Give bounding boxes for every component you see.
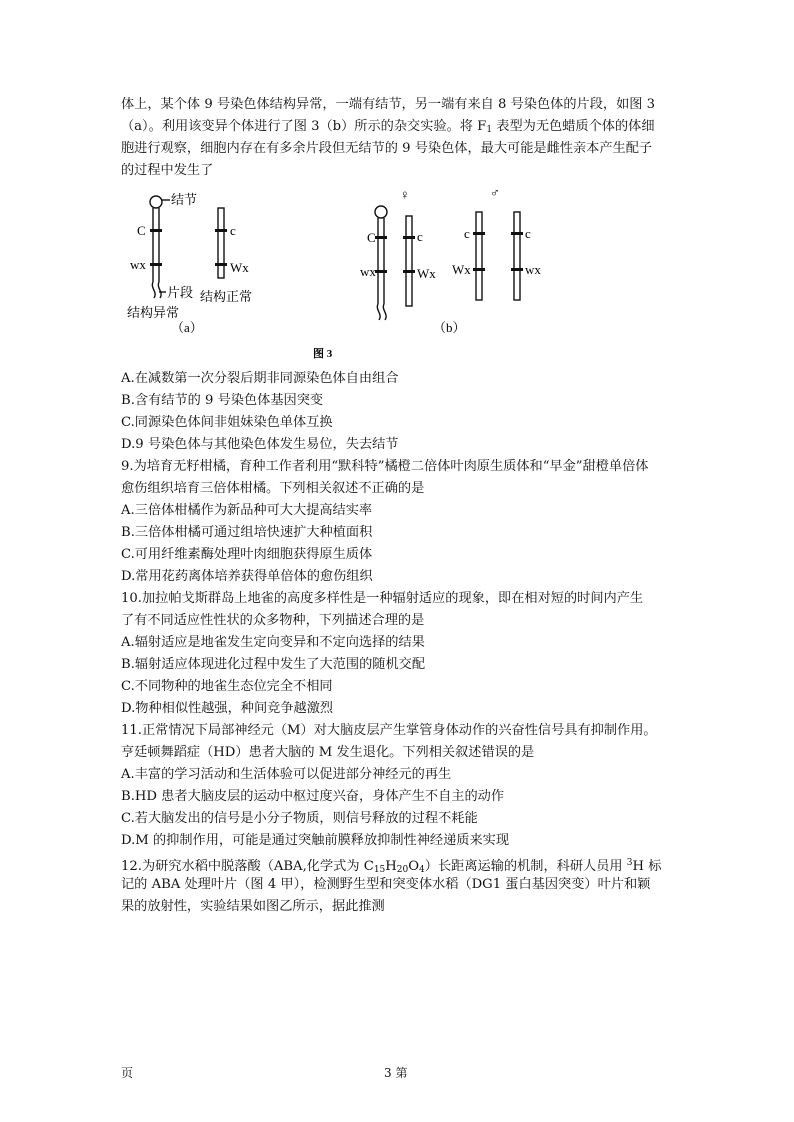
intro-line-2a: （a）。利用该变异个体进行了图 3（b）所示的杂交实验。将 F — [121, 119, 487, 134]
q9-option-c: C.可用纤维素酶处理叶肉细胞获得原生质体 — [121, 547, 373, 562]
band-c-male-1 — [473, 232, 485, 235]
q10-option-b: B.辐射适应体现进化过程中发生了大范围的随机交配 — [121, 657, 426, 672]
q11-option-c: C.若大脑发出的信号是小分子物质，则信号释放的过程不耗能 — [121, 811, 478, 826]
q11-stem-2: 亨廷顿舞蹈症（HD）患者大脑的 M 发生退化。下列相关叙述错误的是 — [121, 745, 535, 760]
male-chromosome-1 — [476, 212, 482, 300]
label-fragment: 片段 — [167, 285, 194, 300]
gene-c-female: c — [417, 229, 423, 244]
abnormal-chromosome — [152, 208, 161, 298]
q12-stem-2: 记的 ABA 处理叶片（图 4 甲），检测野生型和突变体水稻（DG1 蛋白基因突变）叶片和颖 — [121, 877, 651, 892]
intro-line-4: 的过程中发生了 — [121, 163, 214, 178]
knob-shape — [150, 196, 162, 208]
band-wx-a — [150, 263, 162, 266]
gene-Wx-a: Wx — [230, 260, 249, 275]
q12-O: O — [408, 859, 420, 874]
label-normal: 结构正常 — [200, 289, 253, 304]
male-symbol: ♂ — [490, 185, 500, 200]
footer-left: 页 — [121, 1066, 134, 1080]
gene-c-male-1: c — [464, 226, 470, 241]
q12-sub-4: 4 — [419, 865, 425, 875]
footer-page-number: 3 第 — [384, 1066, 408, 1080]
q8-option-a: A.在减数第一次分裂后期非同源染色体自由组合 — [121, 371, 399, 386]
q8-option-c: C.同源染色体间非姐妹染色单体互换 — [121, 415, 333, 430]
band-C-a — [150, 229, 162, 232]
female-symbol: ♀ — [400, 187, 410, 202]
gene-C-female: C — [367, 230, 376, 245]
normal-chromosome — [218, 208, 224, 278]
q9-stem-1: 9.为培育无籽柑橘，育种工作者利用“默科特”橘橙二倍体叶肉原生质体和“早金”甜橙单倍体 — [121, 459, 649, 474]
q11-option-b: B.HD 患者大脑皮层的运动中枢过度兴奋，身体产生不自主的动作 — [121, 789, 505, 804]
q11-option-d: D.M 的抑制作用，可能是通过突触前膜释放抑制性神经递质来实现 — [121, 833, 510, 848]
q12-sup-3: 3 — [626, 858, 633, 868]
sub-b: （b） — [433, 320, 466, 335]
intro-line-3: 胞进行观察，细胞内存在有多余片段但无结节的 9 号染色体，最大可能是雌性亲本产生配子 — [121, 141, 653, 156]
band-c-female — [403, 236, 415, 239]
q10-stem-2: 了有不同适应性性状的众多物种，下列描述合理的是 — [121, 613, 425, 628]
q10-option-c: C.不同物种的地雀生态位完全不相同 — [121, 679, 333, 694]
q9-option-b: B.三倍体柑橘可通过组培快速扩大种植面积 — [121, 525, 373, 540]
intro-line-1: 体上，某个体 9 号染色体结构异常，一端有结节，另一端有来自 8 号染色体的片段，如图 3 — [121, 97, 656, 112]
q9-option-d: D.常用花药离体培养获得单倍体的愈伤组织 — [121, 569, 373, 584]
band-wx-female — [375, 270, 387, 273]
figure-caption: 图 3 — [313, 348, 333, 360]
q10-stem-1: 10.加拉帕戈斯群岛上地雀的高度多样性是一种辐射适应的现象，即在相对短的时间内产生 — [121, 591, 644, 606]
gene-wx-female: wx — [360, 264, 376, 279]
female-knob-shape — [375, 206, 387, 218]
intro-line-2b: 表型为无色蜡质个体的体细 — [492, 119, 655, 134]
q12-sub-15: 15 — [373, 865, 386, 875]
female-normal-chromosome — [406, 216, 412, 306]
gene-wx-a: wx — [130, 257, 146, 272]
gene-Wx-female: Wx — [417, 266, 436, 281]
band-Wx-female — [403, 270, 415, 273]
gene-Wx-male-1: Wx — [452, 262, 471, 277]
male-chromosome-2 — [514, 212, 520, 300]
q8-option-b: B.含有结节的 9 号染色体基因突变 — [121, 393, 324, 408]
band-c-a — [215, 229, 227, 232]
sub-a: （a） — [171, 320, 203, 335]
band-c-male-2 — [511, 232, 523, 235]
label-abnormal: 结构异常 — [127, 305, 180, 320]
band-wx-male-2 — [511, 268, 523, 271]
q9-stem-2: 愈伤组织培育三倍体柑橘。下列相关叙述不正确的是 — [121, 481, 425, 496]
gene-c-a: c — [230, 223, 236, 238]
gene-c-male-2: c — [525, 226, 531, 241]
q12-s1c: H 标 — [632, 859, 662, 874]
label-knob: 结节 — [171, 192, 198, 207]
band-C-female — [375, 236, 387, 239]
q9-option-a: A.三倍体柑橘作为新品种可大大提高结实率 — [121, 503, 373, 518]
f1-subscript: 1 — [486, 125, 493, 135]
q12-s1a: 12.为研究水稻中脱落酸（ABA,化学式为 C — [121, 859, 374, 874]
q12-H: H — [385, 859, 397, 874]
band-Wx-a — [215, 263, 227, 266]
q10-option-a: A.辐射适应是地雀发生定向变异和不定向选择的结果 — [121, 635, 425, 650]
figure-3 — [110, 180, 670, 365]
q11-option-a: A.丰富的学习活动和生活体验可以促进部分神经元的再生 — [121, 767, 452, 782]
q12-s1b: ）长距离运输的机制，科研人员用 — [424, 859, 627, 874]
female-abnormal-chromosome — [377, 218, 386, 320]
q12-sub-20: 20 — [396, 865, 409, 875]
q12-stem-3: 果的放射性，实验结果如图乙所示，据此推测 — [121, 899, 385, 914]
q8-option-d: D.9 号染色体与其他染色体发生易位，失去结节 — [121, 437, 399, 452]
q11-stem-1: 11.正常情况下局部神经元（M）对大脑皮层产生掌管身体动作的兴奋性信号具有抑制作用。 — [121, 723, 657, 738]
gene-wx-male-2: wx — [525, 262, 541, 277]
gene-C-a: C — [137, 223, 146, 238]
q10-option-d: D.物种相似性越强，种间竞争越激烈 — [121, 701, 334, 716]
band-Wx-male-1 — [473, 268, 485, 271]
